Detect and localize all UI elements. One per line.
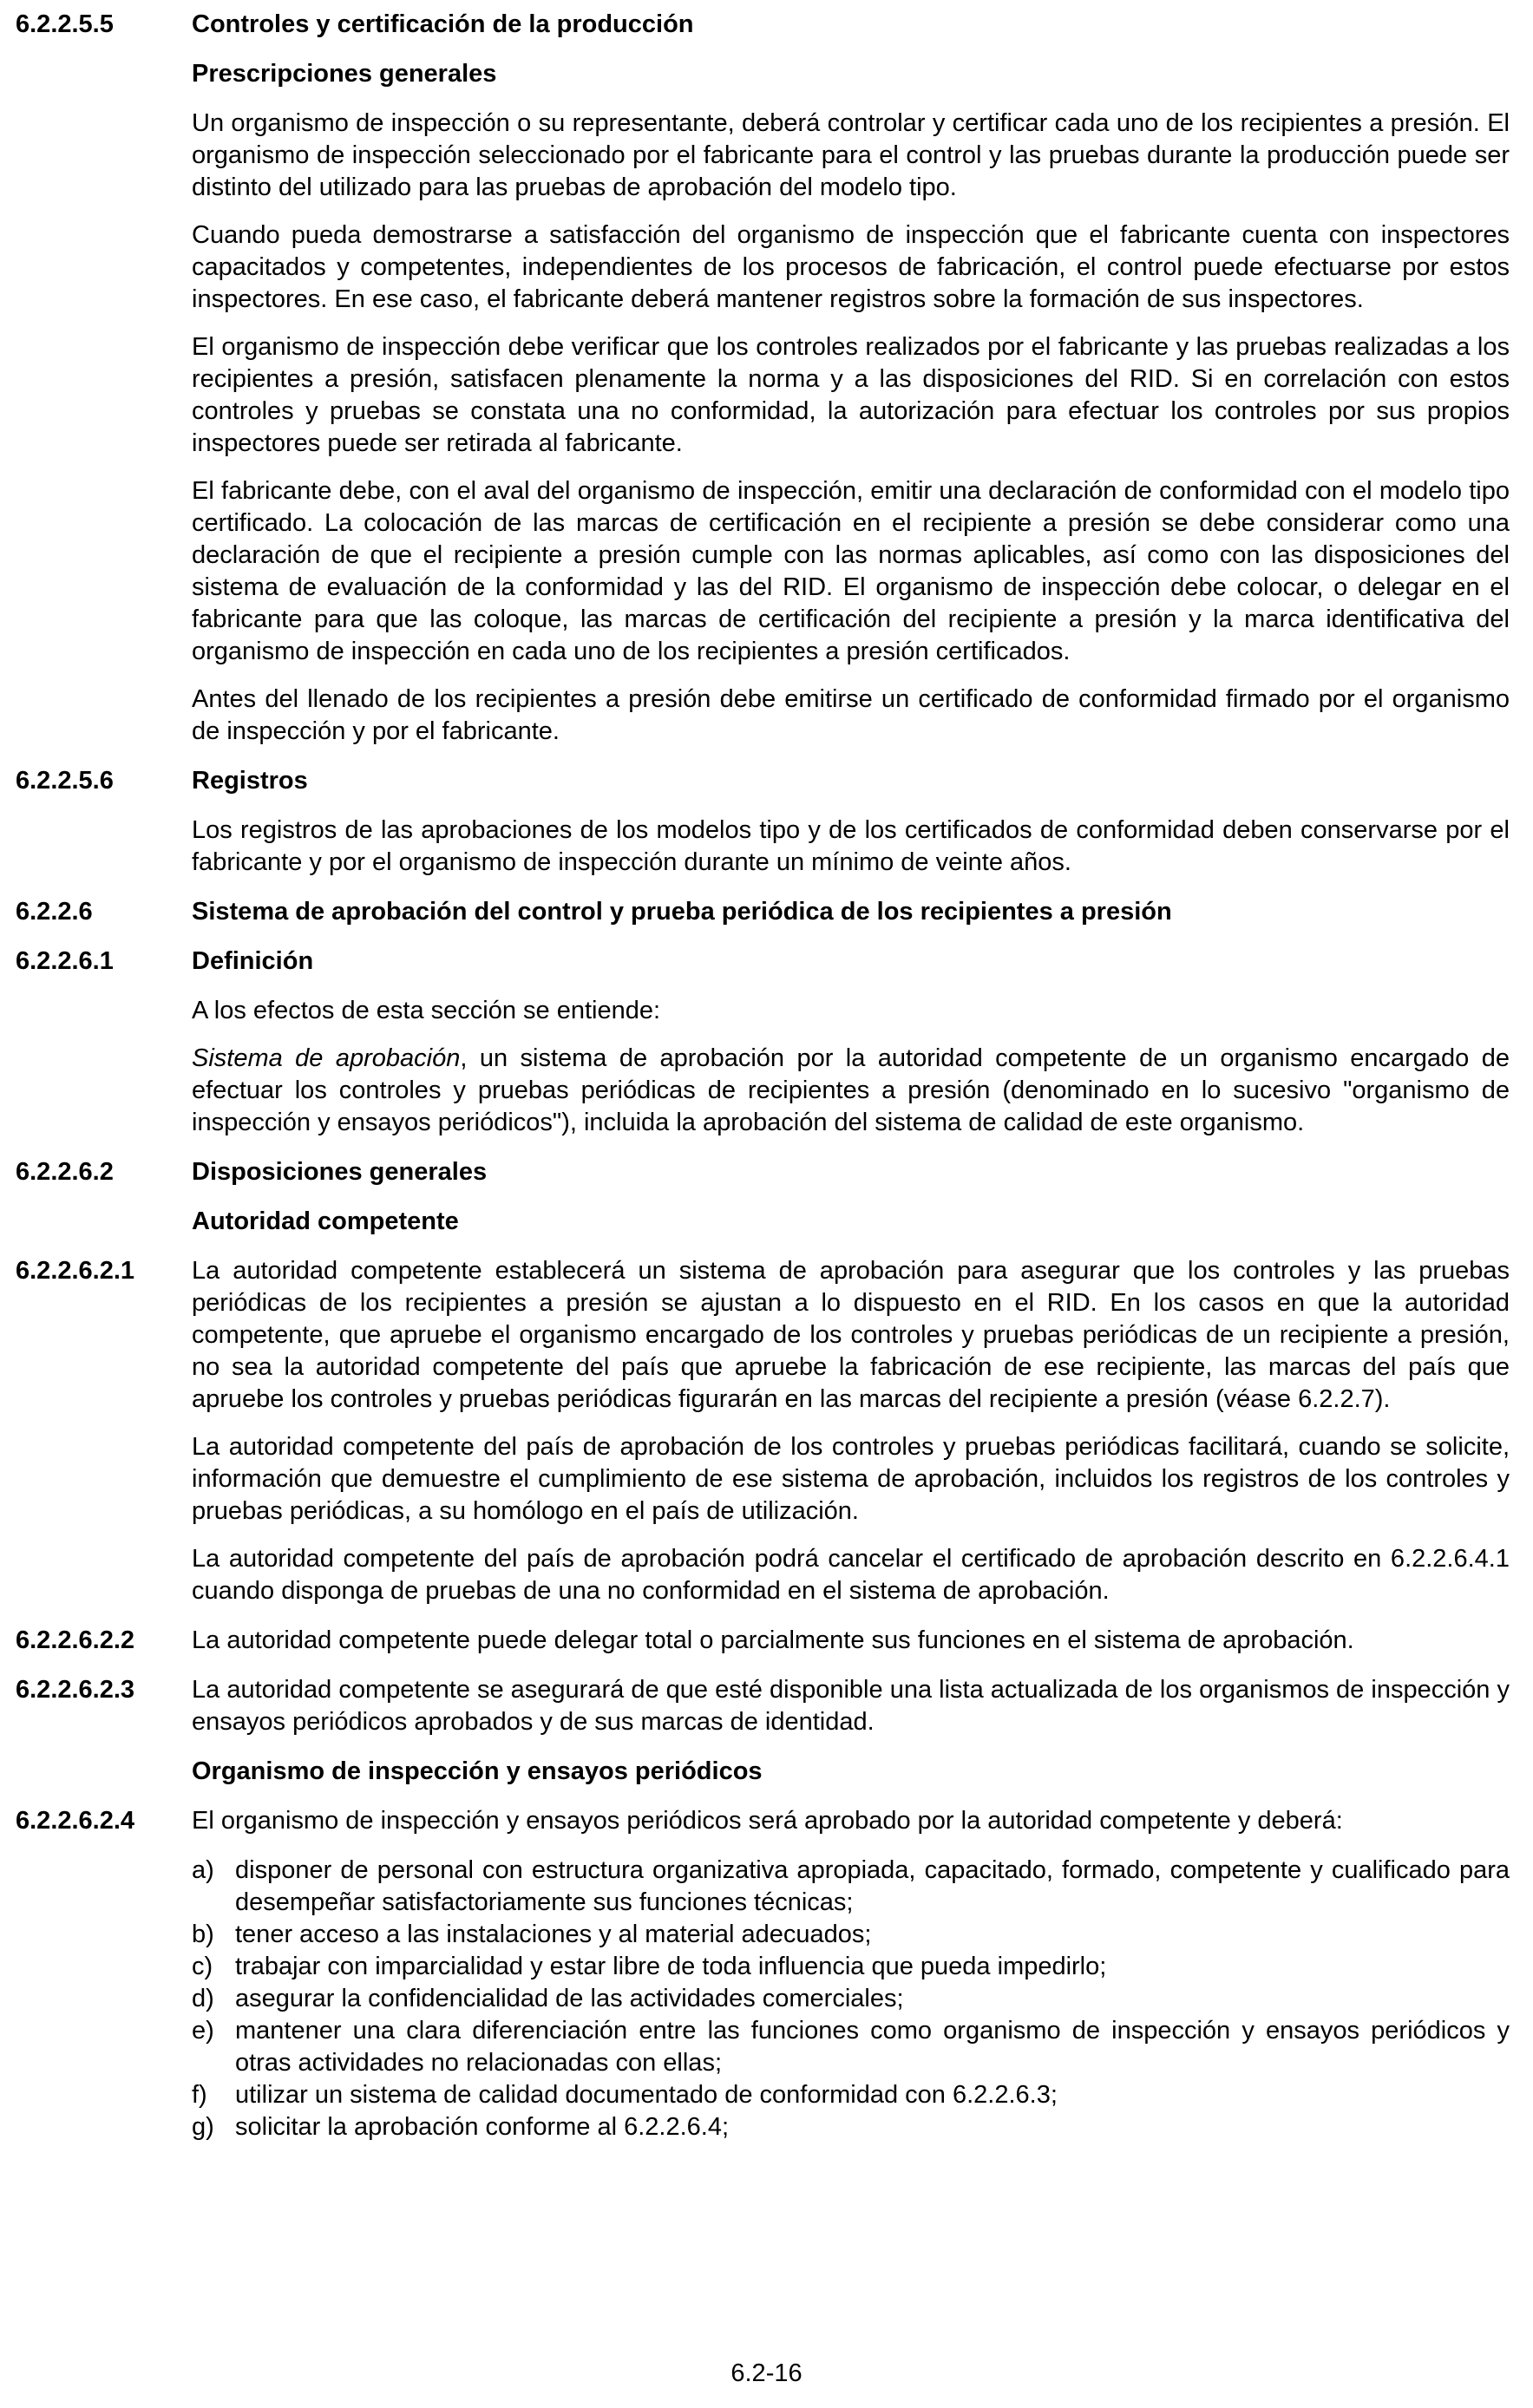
section-number: 6.2.2.6.2.2 <box>16 1626 135 1654</box>
list-item <box>192 1855 1510 1919</box>
section-6-2-2-6-2-3 <box>16 1674 1510 1738</box>
definition-paragraph <box>192 1043 1510 1139</box>
section-number: 6.2.2.5.5 <box>16 10 114 38</box>
requirements-list <box>192 1855 1510 2143</box>
paragraph: La autoridad competente del país de aprobación podrá cancelar el certificado de aprobación descrito en 6.2.2.6.4.1 cuando disponga de pruebas de una no conformidad en el sistema de aprobación. <box>192 1545 1510 1605</box>
list-item <box>192 1919 1510 1951</box>
subheading: Organismo de inspección y ensayos periódicos <box>192 1757 763 1785</box>
section-number: 6.2.2.6.1 <box>16 947 114 975</box>
list-item <box>192 1983 1510 2015</box>
paragraph: A los efectos de esta sección se entiende: <box>192 997 661 1024</box>
list-item-text: trabajar con imparcialidad y estar libre de toda influencia que pueda impedirlo; <box>235 1953 1107 1980</box>
defined-term: Sistema de aprobación <box>192 1044 461 1072</box>
section-6-2-2-6 <box>16 896 1510 928</box>
section-6-2-2-6-2-2 <box>16 1625 1510 1657</box>
list-item-label: b) <box>192 1921 214 1948</box>
subheading: Prescripciones generales <box>192 60 497 88</box>
list-item-text: tener acceso a las instalaciones y al material adecuados; <box>235 1921 872 1948</box>
paragraph: Los registros de las aprobaciones de los modelos tipo y de los certificados de conformidad deben conservarse por el fabricante y por el organismo de inspección durante un mínimo de veinte años. <box>192 816 1510 876</box>
list-item-label: g) <box>192 2113 214 2141</box>
list-item-label: e) <box>192 2017 214 2045</box>
paragraph: Cuando pueda demostrarse a satisfacción del organismo de inspección que el fabricante cuenta con inspectores capacitados y competentes, independientes de los procesos de fabricación, el control puede efectuarse por estos inspectores. En ese caso, el fabricante deberá mantener registros sobre la formación de sus inspectores. <box>192 221 1510 313</box>
list-item <box>192 2111 1510 2143</box>
list-item-text: mantener una clara diferenciación entre las funciones como organismo de inspección y ensayos periódicos y otras actividades no relacionadas con ellas; <box>235 2017 1510 2077</box>
section-6-2-2-5-5 <box>16 9 1510 41</box>
paragraph: El organismo de inspección y ensayos periódicos será aprobado por la autoridad competente y deberá: <box>192 1807 1343 1835</box>
subheading: Autoridad competente <box>192 1207 459 1235</box>
paragraph: La autoridad competente establecerá un sistema de aprobación para asegurar que los controles y las pruebas periódicas de los recipientes a presión se ajustan a lo dispuesto en el RID. En los casos en que la autoridad competente, que apruebe el organismo encargado de los controles y pruebas periódicas de un recipiente a presión, no sea la autoridad competente del país que apruebe la fabricación de ese recipiente, las marcas del país que apruebe los controles y pruebas periódicas figurarán en las marcas del recipiente a presión (véase 6.2.2.7). <box>192 1257 1510 1413</box>
section-number: 6.2.2.6.2 <box>16 1158 114 1186</box>
paragraph: La autoridad competente del país de aprobación de los controles y pruebas periódicas facilitará, cuando se solicite, información que demuestre el cumplimiento de ese sistema de aprobación, incluidos los registros de los controles y pruebas periódicas, a su homólogo en el país de utilización. <box>192 1433 1510 1525</box>
list-item <box>192 2015 1510 2079</box>
paragraph: La autoridad competente puede delegar total o parcialmente sus funciones en el sistema de aprobación. <box>192 1626 1354 1654</box>
list-item-text: utilizar un sistema de calidad documentado de conformidad con 6.2.2.6.3; <box>235 2081 1058 2109</box>
definition-text: , un sistema de aprobación por la autoridad competente de un organismo encargado de efectuar los controles y pruebas periódicas de recipientes a presión (denominado en lo sucesivo "organismo de inspección y ensayos periódicos"), incluida la aprobación del sistema de calidad de este organismo. <box>192 1044 1510 1136</box>
section-number: 6.2.2.6.2.1 <box>16 1257 135 1285</box>
list-item-label: f) <box>192 2081 207 2109</box>
paragraph: El organismo de inspección debe verificar que los controles realizados por el fabricante y las pruebas realizadas a los recipientes a presión, satisfacen plenamente la norma y a las disposiciones del RID. Si en correlación con estos controles y pruebas se constata una no conformidad, la autorización para efectuar los controles por sus propios inspectores puede ser retirada al fabricante. <box>192 333 1510 457</box>
list-item-label: c) <box>192 1953 213 1980</box>
section-title: Sistema de aprobación del control y prueba periódica de los recipientes a presión <box>192 898 1172 926</box>
section-number: 6.2.2.5.6 <box>16 767 114 795</box>
section-6-2-2-6-2 <box>16 1156 1510 1188</box>
section-number: 6.2.2.6 <box>16 898 93 926</box>
paragraph: El fabricante debe, con el aval del organismo de inspección, emitir una declaración de conformidad con el modelo tipo certificado. La colocación de las marcas de certificación en el recipiente a presión se debe considerar como una declaración de que el recipiente a presión cumple con las normas aplicables, así como con las disposiciones del sistema de evaluación de la conformidad y las del RID. El organismo de inspección debe colocar, o delegar en el fabricante para que las coloque, las marcas de certificación del recipiente a presión y la marca identificativa del organismo de inspección en cada uno de los recipientes a presión certificados. <box>192 477 1510 665</box>
section-6-2-2-6-2-1 <box>16 1255 1510 1607</box>
section-title: Controles y certificación de la producción <box>192 10 694 38</box>
list-item-label: a) <box>192 1856 214 1884</box>
section-6-2-2-5-6 <box>16 765 1510 797</box>
list-item <box>192 2079 1510 2111</box>
section-6-2-2-6-2-4 <box>16 1805 1510 2143</box>
list-item-label: d) <box>192 1985 214 2012</box>
section-title: Registros <box>192 767 308 795</box>
section-number: 6.2.2.6.2.3 <box>16 1676 135 1704</box>
list-item-text: solicitar la aprobación conforme al 6.2.2.6.4; <box>235 2113 730 2141</box>
page-content <box>16 9 1510 2143</box>
section-6-2-2-6-1 <box>16 946 1510 978</box>
list-item-text: disponer de personal con estructura organizativa apropiada, capacitado, formado, competente y cualificado para desempeñar satisfactoriamente sus funciones técnicas; <box>235 1856 1510 1916</box>
section-title: Definición <box>192 947 314 975</box>
section-title: Disposiciones generales <box>192 1158 488 1186</box>
paragraph: Un organismo de inspección o su representante, deberá controlar y certificar cada uno de los recipientes a presión. El organismo de inspección seleccionado por el fabricante para el control y las pruebas durante la producción puede ser distinto del utilizado para las pruebas de aprobación del modelo tipo. <box>192 109 1510 201</box>
paragraph: La autoridad competente se asegurará de que esté disponible una lista actualizada de los organismos de inspección y ensayos periódicos aprobados y de sus marcas de identidad. <box>192 1676 1510 1736</box>
page-number: 6.2-16 <box>730 2359 803 2387</box>
list-item <box>192 1951 1510 1983</box>
list-item-text: asegurar la confidencialidad de las actividades comerciales; <box>235 1985 904 2012</box>
paragraph: Antes del llenado de los recipientes a presión debe emitirse un certificado de conformidad firmado por el organismo de inspección y por el fabricante. <box>192 685 1510 745</box>
section-number: 6.2.2.6.2.4 <box>16 1807 135 1835</box>
